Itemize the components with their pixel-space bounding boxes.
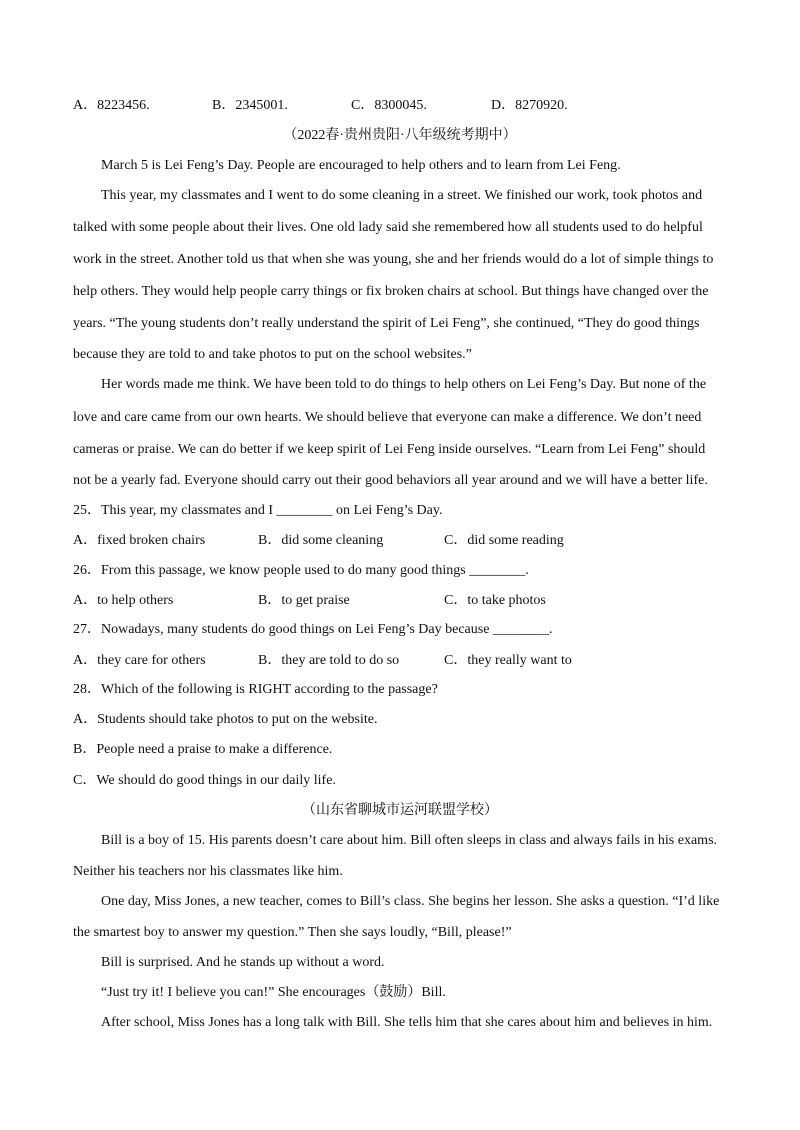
question-stem: 27．Nowadays, many students do good things on Lei Feng’s Day because ________. bbox=[73, 622, 553, 637]
option-b: B．2345001. bbox=[212, 98, 288, 113]
passage2-line: Bill is a boy of 15. His parents doesn’t care about him. Bill often sleeps in class and always fails in his exams. bbox=[101, 833, 718, 848]
passage1-line: cameras or praise. We can do better if we keep spirit of Lei Feng inside ourselves. “Learn from Lei Feng” should bbox=[73, 442, 706, 457]
passage2-line: Neither his teachers nor his classmates like him. bbox=[73, 864, 343, 879]
option-d: D．8270920. bbox=[491, 98, 568, 113]
answer-option: C．they really want to bbox=[444, 653, 572, 668]
passage1-line: help others. They would help people carry things or fix broken chairs at school. But things have changed over the bbox=[73, 284, 709, 299]
passage1-line: work in the street. Another told us that when she was young, she and her friends would do a lot of simple things to bbox=[73, 252, 714, 267]
passage2-line: the smartest boy to answer my question.” Then she says loudly, “Bill, please!” bbox=[73, 925, 512, 940]
answer-option: A．Students should take photos to put on the website. bbox=[73, 712, 378, 727]
answer-option: B．People need a praise to make a difference. bbox=[73, 742, 333, 757]
option-c: C．8300045. bbox=[351, 98, 427, 113]
answer-option: B．to get praise bbox=[258, 593, 350, 608]
passage1-line: because they are told to and take photos to put on the school websites.” bbox=[73, 347, 472, 362]
answer-option: B．did some cleaning bbox=[258, 533, 384, 548]
passage1-line: Her words made me think. We have been told to do things to help others on Lei Feng’s Day. But none of the bbox=[101, 377, 707, 392]
passage2-line: “Just try it! I believe you can!” She encourages（鼓励）Bill. bbox=[101, 985, 446, 1000]
answer-option: A．fixed broken chairs bbox=[73, 533, 206, 548]
passage2-line: After school, Miss Jones has a long talk with Bill. She tells him that she cares about him and believes in him. bbox=[101, 1015, 713, 1030]
passage1-line: March 5 is Lei Feng’s Day. People are encouraged to help others and to learn from Lei Feng. bbox=[101, 158, 621, 173]
answer-option: C．to take photos bbox=[444, 593, 546, 608]
passage1-line: years. “The young students don’t really understand the spirit of Lei Feng”, she continued, “They do good things bbox=[73, 316, 700, 331]
passage2-line: Bill is surprised. And he stands up without a word. bbox=[101, 955, 385, 970]
passage1-line: This year, my classmates and I went to do some cleaning in a street. We finished our work, took photos and bbox=[101, 188, 703, 203]
question-stem: 28．Which of the following is RIGHT according to the passage? bbox=[73, 682, 438, 697]
answer-option: B．they are told to do so bbox=[258, 653, 400, 668]
answer-option: C．did some reading bbox=[444, 533, 564, 548]
answer-option: A．they care for others bbox=[73, 653, 206, 668]
passage1-line: talked with some people about their lives. One old lady said she remembered how all students used to do helpful bbox=[73, 220, 703, 235]
question-stem: 26．From this passage, we know people used to do many good things ________. bbox=[73, 563, 529, 578]
passage2-source: （山东省聊城市运河联盟学校） bbox=[302, 803, 498, 818]
passage1-line: not be a yearly fad. Everyone should carry out their good behaviors all year around and we will have a better life. bbox=[73, 473, 708, 488]
passage1-line: love and care came from our own hearts. We should believe that everyone can make a difference. We don’t need bbox=[73, 410, 702, 425]
question-stem: 25．This year, my classmates and I ________ on Lei Feng’s Day. bbox=[73, 503, 443, 518]
answer-option: A．to help others bbox=[73, 593, 174, 608]
passage1-source: （2022春·贵州贵阳·八年级统考期中） bbox=[283, 128, 517, 143]
answer-option: C．We should do good things in our daily life. bbox=[73, 773, 336, 788]
passage2-line: One day, Miss Jones, a new teacher, comes to Bill’s class. She begins her lesson. She asks a question. “I’d like bbox=[101, 894, 720, 909]
option-a: A．8223456. bbox=[73, 98, 150, 113]
